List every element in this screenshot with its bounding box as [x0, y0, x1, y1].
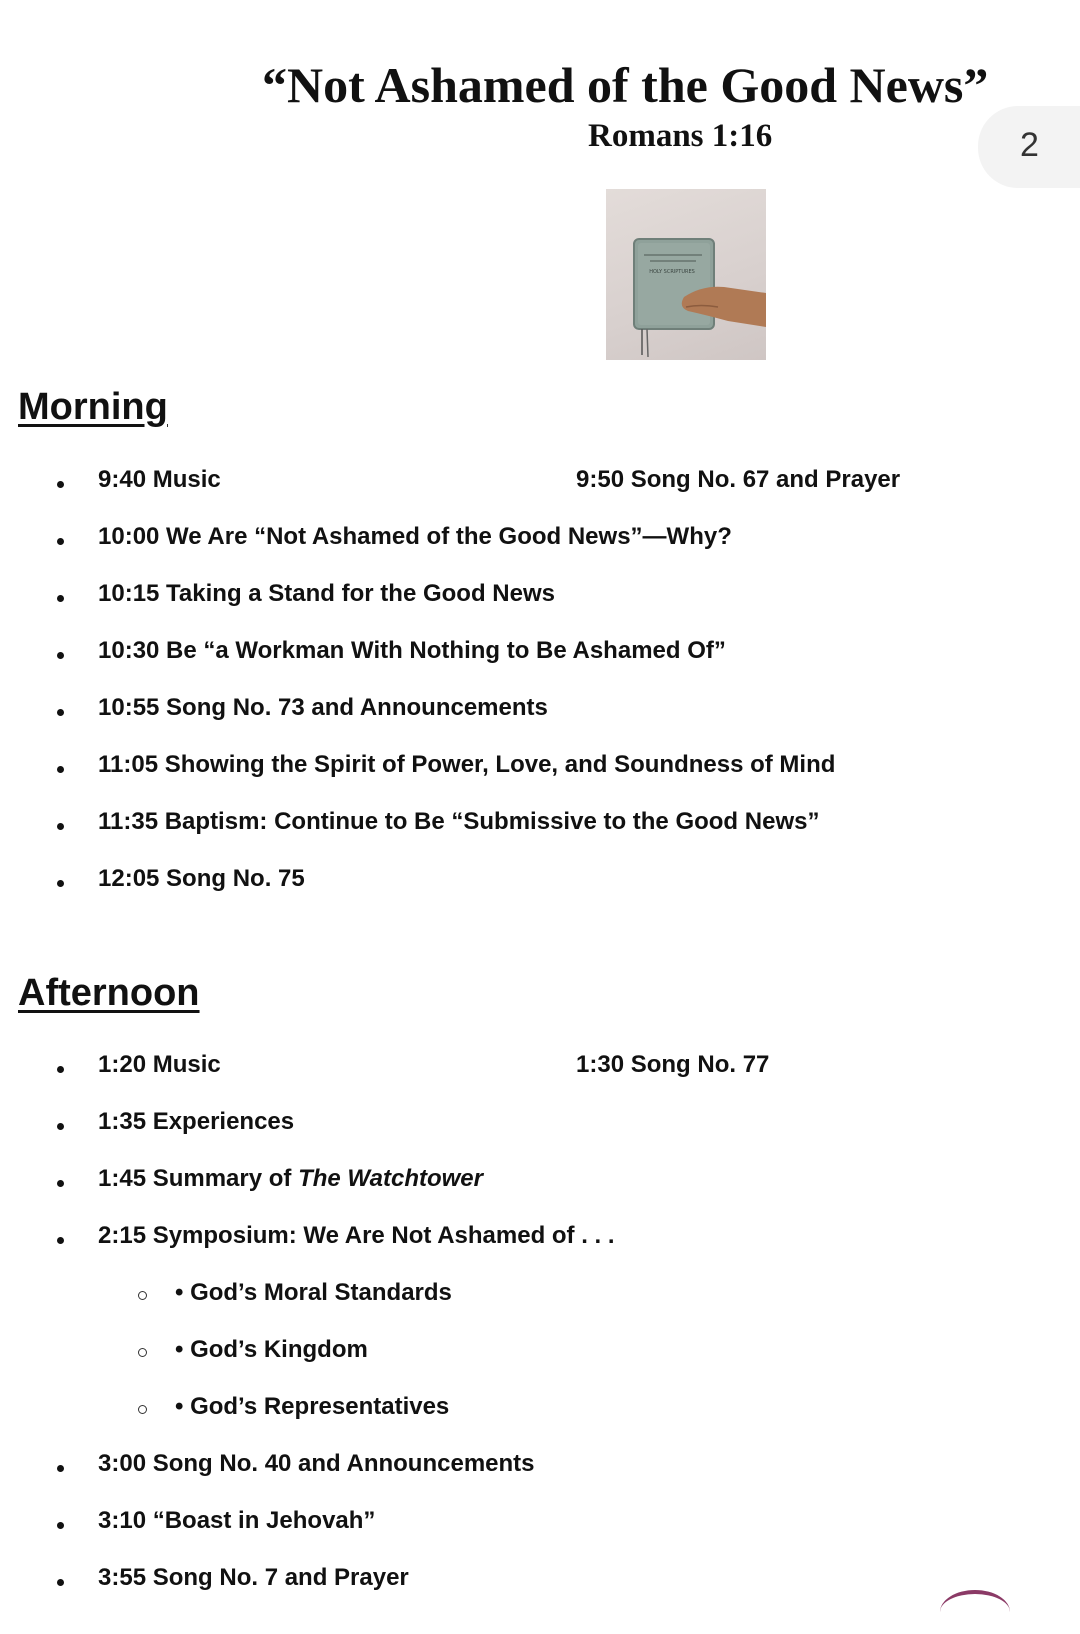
afternoon-item-song: 1:30 Song No. 77 [576, 1051, 770, 1078]
scroll-edge-indicator [940, 1590, 1010, 1634]
morning-item: 10:55 Song No. 73 and Announcements [98, 694, 548, 721]
afternoon-heading: Afternoon [18, 972, 200, 1014]
page-number: 2 [1020, 126, 1039, 164]
symposium-subitem: • God’s Moral Standards [175, 1279, 452, 1306]
symposium-subitem: • God’s Representatives [175, 1393, 450, 1420]
morning-heading: Morning [18, 386, 168, 428]
afternoon-item: 3:55 Song No. 7 and Prayer [98, 1564, 409, 1591]
bullet-icon [57, 709, 64, 716]
bullet-icon [57, 1522, 64, 1529]
bullet-icon [57, 1579, 64, 1586]
bullet-icon [57, 1066, 64, 1073]
bullet-icon [57, 1465, 64, 1472]
bullet-icon [57, 880, 64, 887]
morning-item: 11:35 Baptism: Continue to Be “Submissive to the Good News” [98, 808, 820, 835]
bullet-icon [57, 595, 64, 602]
book-cover-text: HOLY SCRIPTURES [649, 269, 695, 275]
afternoon-item: 3:10 “Boast in Jehovah” [98, 1507, 376, 1534]
bible-photo [606, 189, 766, 360]
bullet-icon [57, 1237, 64, 1244]
bullet-icon [57, 766, 64, 773]
circle-bullet-icon [138, 1348, 147, 1357]
hand-holding-bible-icon [606, 189, 766, 360]
morning-item: 10:30 Be “a Workman With Nothing to Be Ashamed Of” [98, 637, 726, 664]
scripture-reference: Romans 1:16 [588, 118, 773, 154]
bullet-icon [57, 538, 64, 545]
afternoon-item-symposium: 2:15 Symposium: We Are Not Ashamed of . . . [98, 1222, 615, 1249]
bullet-icon [57, 823, 64, 830]
afternoon-item-watchtower [98, 1165, 483, 1193]
morning-item: 12:05 Song No. 75 [98, 865, 305, 892]
morning-item-song-prayer: 9:50 Song No. 67 and Prayer [576, 466, 901, 493]
bullet-icon [57, 652, 64, 659]
bullet-icon [57, 481, 64, 488]
afternoon-item: 1:35 Experiences [98, 1108, 295, 1135]
watchtower-title: The Watchtower [298, 1165, 483, 1192]
morning-item: 10:00 We Are “Not Ashamed of the Good News”—Why? [98, 523, 732, 550]
circle-bullet-icon [138, 1405, 147, 1414]
watchtower-prefix: 1:45 Summary of [98, 1165, 299, 1192]
afternoon-item-music: 1:20 Music [98, 1051, 221, 1078]
bullet-icon [57, 1180, 64, 1187]
program-title: “Not Ashamed of the Good News” [262, 57, 989, 113]
bullet-icon [57, 1123, 64, 1130]
page-indicator[interactable] [978, 106, 1080, 188]
circle-bullet-icon [138, 1291, 147, 1300]
morning-item: 10:15 Taking a Stand for the Good News [98, 580, 555, 607]
morning-item: 11:05 Showing the Spirit of Power, Love, and Soundness of Mind [98, 751, 836, 778]
morning-item-music: 9:40 Music [98, 466, 221, 493]
afternoon-item: 3:00 Song No. 40 and Announcements [98, 1450, 535, 1477]
symposium-subitem: • God’s Kingdom [175, 1336, 368, 1363]
